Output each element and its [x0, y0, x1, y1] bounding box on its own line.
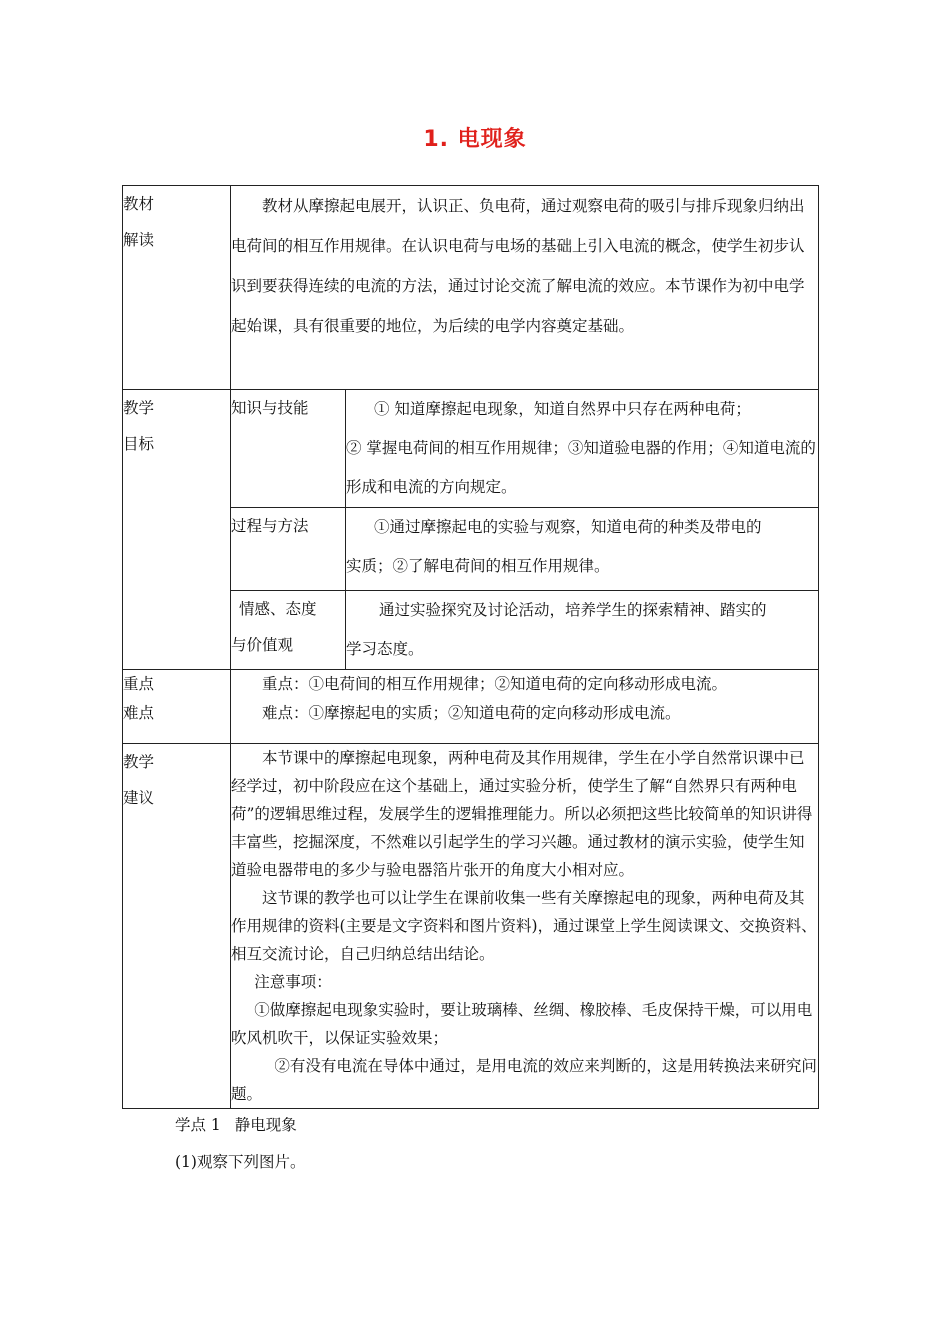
knowledge-cell — [346, 390, 819, 508]
process-cell — [346, 508, 819, 591]
row-label-goals: 教学 目标 — [123, 390, 231, 670]
emotion-line1: 通过实验探究及讨论活动，培养学生的探索精神、踏实的 — [379, 601, 767, 619]
focus-text: 重点：①电荷间的相互作用规律；②知道电荷的定向移动形成电流。 — [262, 675, 728, 693]
suggestion-para2: 这节课的教学也可以让学生在课前收集一些有关摩擦起电的现象，两种电荷及其作用规律的资料(主要是文字资料和图片资料)，通过课堂上学生阅读课文、交换资料、相互交流讨论，自己归纳总结出结论。 — [231, 889, 817, 963]
row-label-key-points: 重点 难点 — [123, 670, 231, 744]
note-2: ②有没有电流在导体中通过，是用电流的效应来判断的，这是用转换法来研究问题。 — [231, 1057, 817, 1103]
knowledge-label: 知识与技能 — [231, 390, 346, 508]
process-line1: ①通过摩擦起电的实验与观察，知道电荷的种类及带电的 — [374, 518, 762, 536]
row-label-suggestion: 教学 建议 — [123, 744, 231, 1109]
page-title: 1. 电现象 — [423, 127, 527, 152]
step-instruction: (1)观察下列图片。 — [175, 1153, 306, 1171]
emotion-line2: 学习态度。 — [346, 640, 424, 658]
table-row-suggestion — [123, 744, 819, 1109]
table-row-textbook — [123, 186, 819, 390]
knowledge-line1: ① 知道摩擦起电现象，知道自然界中只存在两种电荷； — [374, 400, 751, 418]
knowledge-line2: ② 掌握电荷间的相互作用规律；③知道验电器的作用；④知道电流的形成和电流的方向规定。 — [346, 439, 816, 496]
key-points-cell — [231, 670, 819, 744]
table-row-key-points — [123, 670, 819, 744]
study-point-title: 静电现象 — [234, 1116, 297, 1134]
note-1: ①做摩擦起电现象实验时，要让玻璃棒、丝绸、橡胶棒、毛皮保持干燥，可以用电吹风机吹干，以保证实验效果； — [231, 1001, 813, 1047]
suggestion-cell — [231, 744, 819, 1109]
difficulty-text: 难点：①摩擦起电的实质；②知道电荷的定向移动形成电流。 — [262, 704, 681, 722]
textbook-cell — [231, 186, 819, 390]
study-point-heading — [175, 1113, 297, 1135]
row-label-textbook: 教材 解读 — [123, 186, 231, 390]
note-title: 注意事项： — [254, 973, 332, 991]
emotion-label: 情感、态度 与价值观 — [231, 591, 346, 670]
table-row-knowledge — [123, 390, 819, 508]
textbook-text: 教材从摩擦起电展开，认识正、负电荷，通过观察电荷的吸引与排斥现象归纳出电荷间的相互作用规律。在认识电荷与电场的基础上引入电流的概念，使学生初步认识到要获得连续的电流的方法，通过讨论交流了解电流的效应。本节课作为初中电学起始课，具有很重要的地位，为后续的电学内容奠定基础。 — [231, 197, 805, 335]
lesson-plan-table — [122, 185, 819, 1109]
suggestion-para1: 本节课中的摩擦起电现象，两种电荷及其作用规律，学生在小学自然常识课中已经学过，初中阶段应在这个基础上，通过实验分析，使学生了解“自然界只有两种电荷”的逻辑思维过程，发展学生的逻辑推理能力。所以必须把这些比较简单的知识讲得丰富些，挖掘深度，不然难以引起学生的学习兴趣。通过教材的演示实验，使学生知道验电器带电的多少与验电器箔片张开的角度大小相对应。 — [231, 749, 813, 879]
process-label: 过程与方法 — [231, 508, 346, 591]
process-line2: 实质；②了解电荷间的相互作用规律。 — [346, 557, 610, 575]
emotion-cell — [346, 591, 819, 670]
study-point-label: 学点 1 — [175, 1116, 221, 1134]
